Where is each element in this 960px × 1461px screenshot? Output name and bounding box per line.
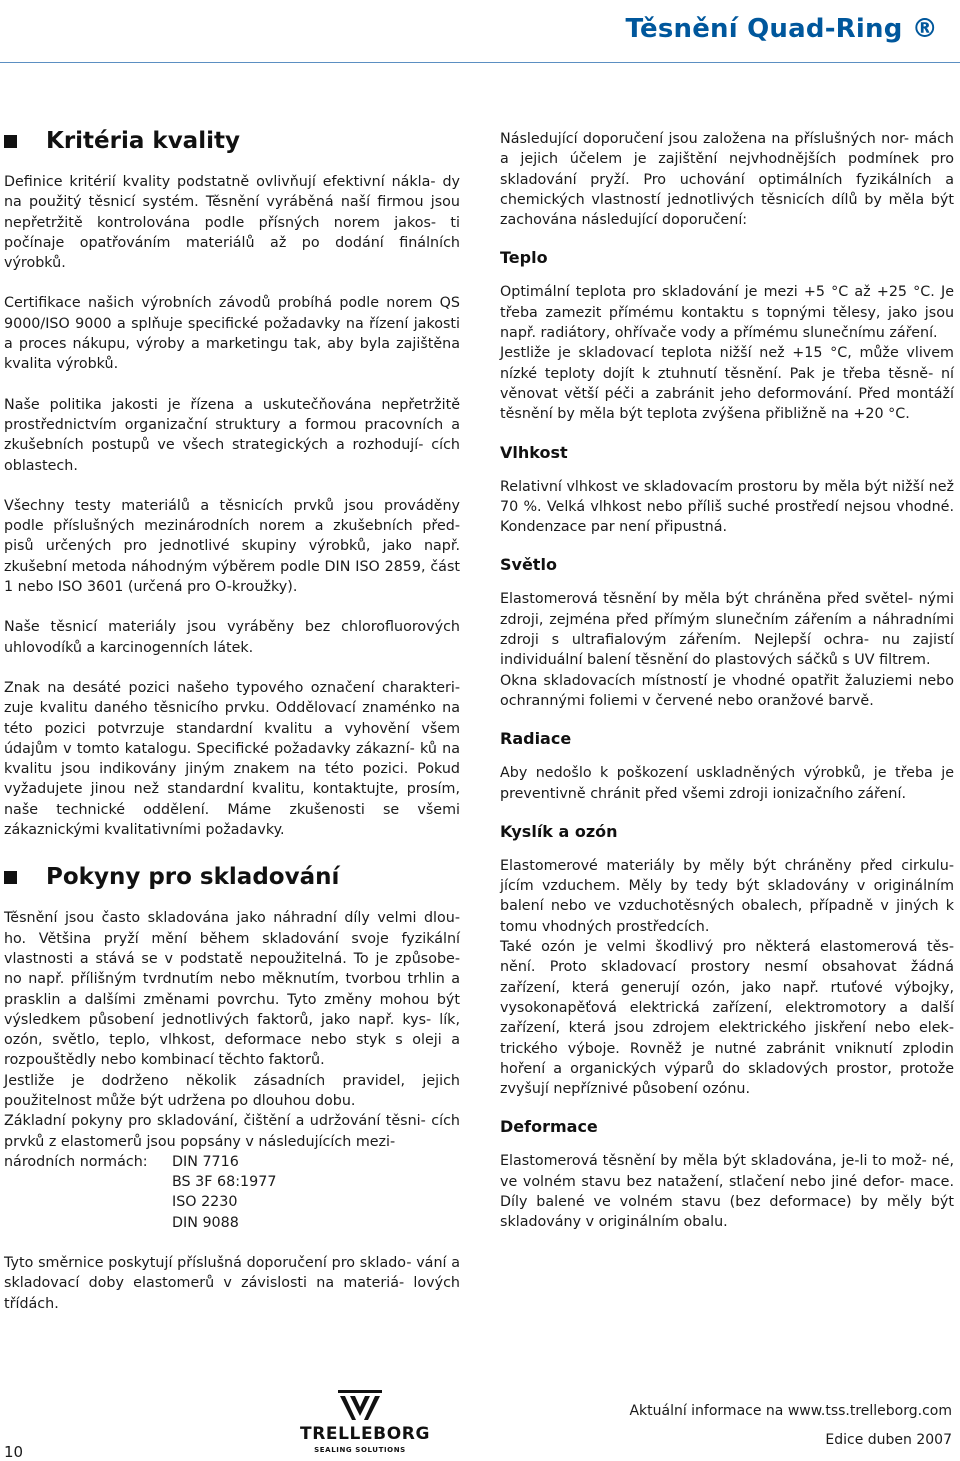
section-heading-storage (4, 862, 460, 892)
subheading-deformace: Deformace (500, 1117, 598, 1137)
kyslik-paragraph: Také ozón je velmi škodlivý pro některá elastomerová těs- nění. Proto skladovací prostory nesmí obsahovat žádná zařízení, která generují ozón, jako např. rtuťové výbojky, vysokonapěťová elektrická zařízení, elektromotory a další zařízení, která jsou zdrojem elektrického jiskření nebo elek- trického výboje. Rovněž je nutné zabránit vniknutí zplodin hoření a organických výparů do skladových prostor, protože zvyšují nepříznivé působení ozónu. (500, 939, 954, 1098)
svetlo-paragraph: Okna skladovacích místností je vhodné opatřit žaluziemi nebo ochrannými foliemi v červené nebo oranžové barvě. (500, 672, 954, 709)
teplo-paragraph: Jestliže je skladovací teplota nižší než +15 °C, může vlivem nízké teploty dojít k ztuhnutí těsnění. Pak je třeba těsně- ní věnovat větší péči a zabránit jeho deformování. Před montáží těsnění by měla být teplota zvýšena přibližně na +20 °C. (500, 345, 954, 423)
storage-paragraph: Tyto směrnice poskytují příslušná doporučení pro sklado- vání a skladovací doby elastomerů v závislosti na materiá- lových třídách. (4, 1255, 460, 1312)
subheading-vlhkost: Vlhkost (500, 442, 568, 462)
svetlo-paragraph: Elastomerová těsnění by měla být chráněna před světel- nými zdroji, zejména před přímým slunečním zářením a náhradními zdroji s ultrafialovým zářením. Nejlepší ochra- nu zajistí individuální balení těsnění do plastových sáčků s UV filtrem. (500, 591, 954, 669)
vlhkost-paragraph: Relativní vlhkost ve skladovacím prostoru by měla být nižší než 70 %. Velká vlhkost nebo příliš suché prostředí nejsou vhodné. Kondenzace par není připustná. (500, 478, 954, 536)
norm-item: BS 3F 68:1977 (172, 1174, 277, 1191)
storage-heading-text: Pokyny pro skladování (46, 864, 340, 891)
quality-paragraph: Znak na desáté pozici našeho typového označení charakteri- zuje kvalitu daného těsnicího prvku. Oddělovací znaménko na této pozici potvrzuje standardní kvalitu a vyhovění všem údajům v tomto katalogu. Specifické požadavky zákazní- ků na kvalitu jsou indikovány jiným znakem na této pozici. Pokud vyžadujete jinou než standardní kvalitu, kontaktujte, prosím, naše technické oddělení. Máme zkušenosti se všemi zákaznickými kvalitativními požadavky. (4, 679, 460, 839)
norm-item: ISO 2230 (172, 1194, 238, 1211)
quality-paragraph: Všechny testy materiálů a těsnicích prvků jsou prováděny podle příslušných mezinárodních norem a zkušebních před- pisů určených pro jednotlivé skupiny výrobků, jako např. zkušební metoda náhodným výběrem podle DIN ISO 2859, část 1 nebo ISO 3601 (určená pro O-kroužky). (4, 497, 460, 596)
square-bullet-icon (4, 871, 17, 884)
square-bullet-icon (4, 135, 17, 148)
deformace-paragraph: Elastomerová těsnění by měla být skladována, je-li to mož- né, ve volném stavu bez natažení, stlačení nebo jiné defor- mace. Díly balené ve volném stavu (bez deformace) by měly být skladovány v originálním obalu. (500, 1153, 954, 1231)
norms-list (4, 1152, 460, 1233)
subheading-svetlo: Světlo (500, 555, 557, 575)
quality-paragraph: Definice kritérií kvality podstatně ovlivňují efektivní nákla- dy na použitý těsnicí systém. Těsnění vyráběná naší firmou jsou nepřetržitě kontrolována podle přísných norem jakos- ti počínaje opatřováním materiálů až po dodání finálních výrobků. (4, 174, 460, 272)
trelleborg-emblem-icon (300, 1388, 420, 1424)
storage-intro: Následující doporučení jsou založena na příslušných nor- mách a jejich účelem je zajištění nejvhodnějších podmínek pro skladování pryží. Pro uchování optimálních fyzikálních a chemických vlastností jednotlivých těsnicích dílů by měla být zachována následující doporučení: (500, 131, 954, 229)
quality-paragraph: Naše těsnicí materiály jsou vyráběny bez chlorofluorových uhlovodíků a karcinogenních látek. (4, 619, 460, 656)
kyslik-paragraph: Elastomerové materiály by měly být chráněny před cirkulu- jícím vzduchem. Měly by tedy být skladovány v originálním balení nebo ve vzduchotěsných obalech, případně v jiných k tomu vhodných prostředcích. (500, 857, 954, 935)
logo-tagline: SEALING SOLUTIONS (314, 1446, 406, 1454)
norm-item: DIN 7716 (172, 1153, 239, 1170)
right-column (500, 129, 954, 1233)
section-heading-quality (4, 126, 460, 156)
quality-heading-text: Kritéria kvality (46, 128, 240, 154)
header-divider (0, 62, 960, 63)
subheading-radiace: Radiace (500, 729, 572, 749)
norms-label: národních normách: (4, 1153, 148, 1170)
subheading-teplo: Teplo (500, 248, 548, 268)
footer-website-link[interactable]: Aktuální informace na www.tss.trelleborg.com (629, 1403, 952, 1419)
page-number: 10 (4, 1443, 24, 1461)
storage-paragraph: Těsnění jsou často skladována jako náhradní díly velmi dlou- ho. Většina pryží mění během skladování svoje fyzikální vlastnosti a stává se v podstatě nepoužitelná. To je způsobe- no např. přílišným tvrdnutím nebo měknutím, tvorbou trhlin a prasklin a dalšími změnami povrchu. Tyto změny mohou být výsledkem působení jednotlivých faktorů, jako např. kys- lík, ozón, světlo, teplo, vlhkost, deformace nebo styk s oleji a rozpouštědly nebo kombinací těchto faktorů. (4, 910, 460, 1069)
subheading-kyslik-ozon: Kyslík a ozón (500, 821, 618, 841)
footer-edition: Edice duben 2007 (825, 1432, 952, 1448)
teplo-paragraph: Optimální teplota pro skladování je mezi +5 °C až +25 °C. Je třeba zamezit přímému kontaktu s topnými tělesy, jako jsou např. radiátory, ohřívače vody a přímému slunečnímu záření. (500, 284, 954, 342)
norm-item: DIN 9088 (172, 1214, 239, 1231)
left-column (4, 126, 460, 1314)
storage-paragraph: Základní pokyny pro skladování, čištění a udržování těsni- cích prvků z elastomerů jsou popsány v následujících mezi- (4, 1113, 460, 1150)
trelleborg-logo (300, 1388, 431, 1458)
radiace-paragraph: Aby nedošlo k poškození uskladněných výrobků, je třeba je preventivně chránit před všemi zdroji ionizačního záření. (500, 765, 954, 802)
quality-paragraph: Certifikace našich výrobních závodů probíhá podle norem QS 9000/ISO 9000 a splňuje specifické požadavky na řízení jakosti a proces nákupu, výroby a marketingu tak, aby byla zajištěna kvalita výrobků. (4, 295, 460, 373)
quality-paragraph: Naše politika jakosti je řízena a uskutečňována nepřetržitě prostřednictvím organizační struktury a formou pracovních a zkušebních postupů ve všech strategických a rozhodují- cích oblastech. (4, 396, 460, 474)
document-title: Těsnění Quad-Ring ® (625, 14, 938, 44)
logo-wordmark: TRELLEBORG (300, 1424, 431, 1444)
storage-paragraph: Jestliže je dodrženo několik zásadních pravidel, jejich použitelnost může být udržena po dlouhou dobu. (4, 1072, 460, 1109)
